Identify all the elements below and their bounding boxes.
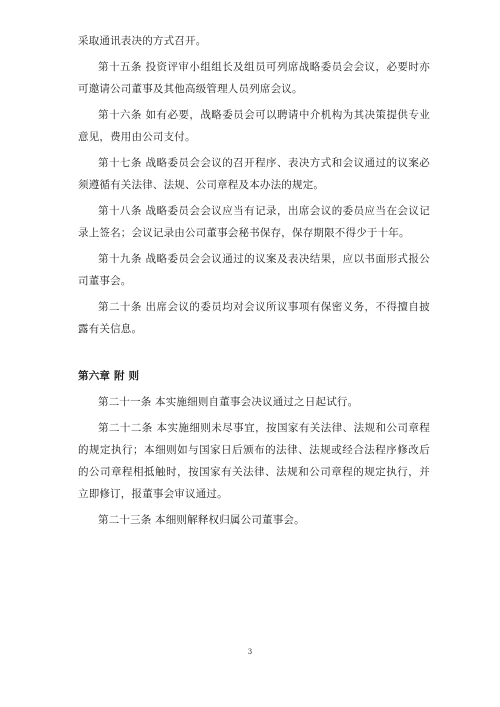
article-15: 第十五条 投资评审小组组长及组员可列席战略委员会会议，必要时亦可邀请公司董事及其他高级管理人员列席会议。	[78, 61, 430, 95]
article-22: 第二十二条 本实施细则未尽事宜，按国家有关法律、法规和公司章程的规定执行；本细则如与国家日后颁布的法律、法规或经合法程序修改后的公司章程相抵触时，按国家有关法律、法规和公司章程的规定执行，并立即修订，报董事会审议通过。	[78, 422, 430, 500]
article-16: 第十六条 如有必要，战略委员会可以聘请中介机构为其决策提供专业意见，费用由公司支付。	[78, 109, 430, 143]
page-content	[78, 30, 430, 535]
article-21: 第二十一条 本实施细则自董事会决议通过之日起试行。	[98, 396, 359, 408]
article-18: 第十八条 战略委员会会议应当有记录，出席会议的委员应当在会议记录上签名；会议记录由公司董事会秘书保存，保存期限不得少于十年。	[78, 205, 430, 239]
paragraph-continuation: 采取通讯表决的方式召开。	[78, 35, 207, 47]
article-19: 第十九条 战略委员会会议通过的议案及表决结果，应以书面形式报公司董事会。	[78, 253, 430, 287]
article-23: 第二十三条 本细则解释权归属公司董事会。	[98, 514, 305, 526]
article-17: 第十七条 战略委员会会议的召开程序、表决方式和会议通过的议案必须遵循有关法律、法规、公司章程及本办法的规定。	[78, 157, 430, 191]
chapter-heading: 第六章 附 则	[78, 370, 140, 382]
page-number: 3	[247, 648, 253, 656]
article-20: 第二十条 出席会议的委员均对会议所议事项有保密义务，不得擅自披露有关信息。	[78, 301, 430, 335]
